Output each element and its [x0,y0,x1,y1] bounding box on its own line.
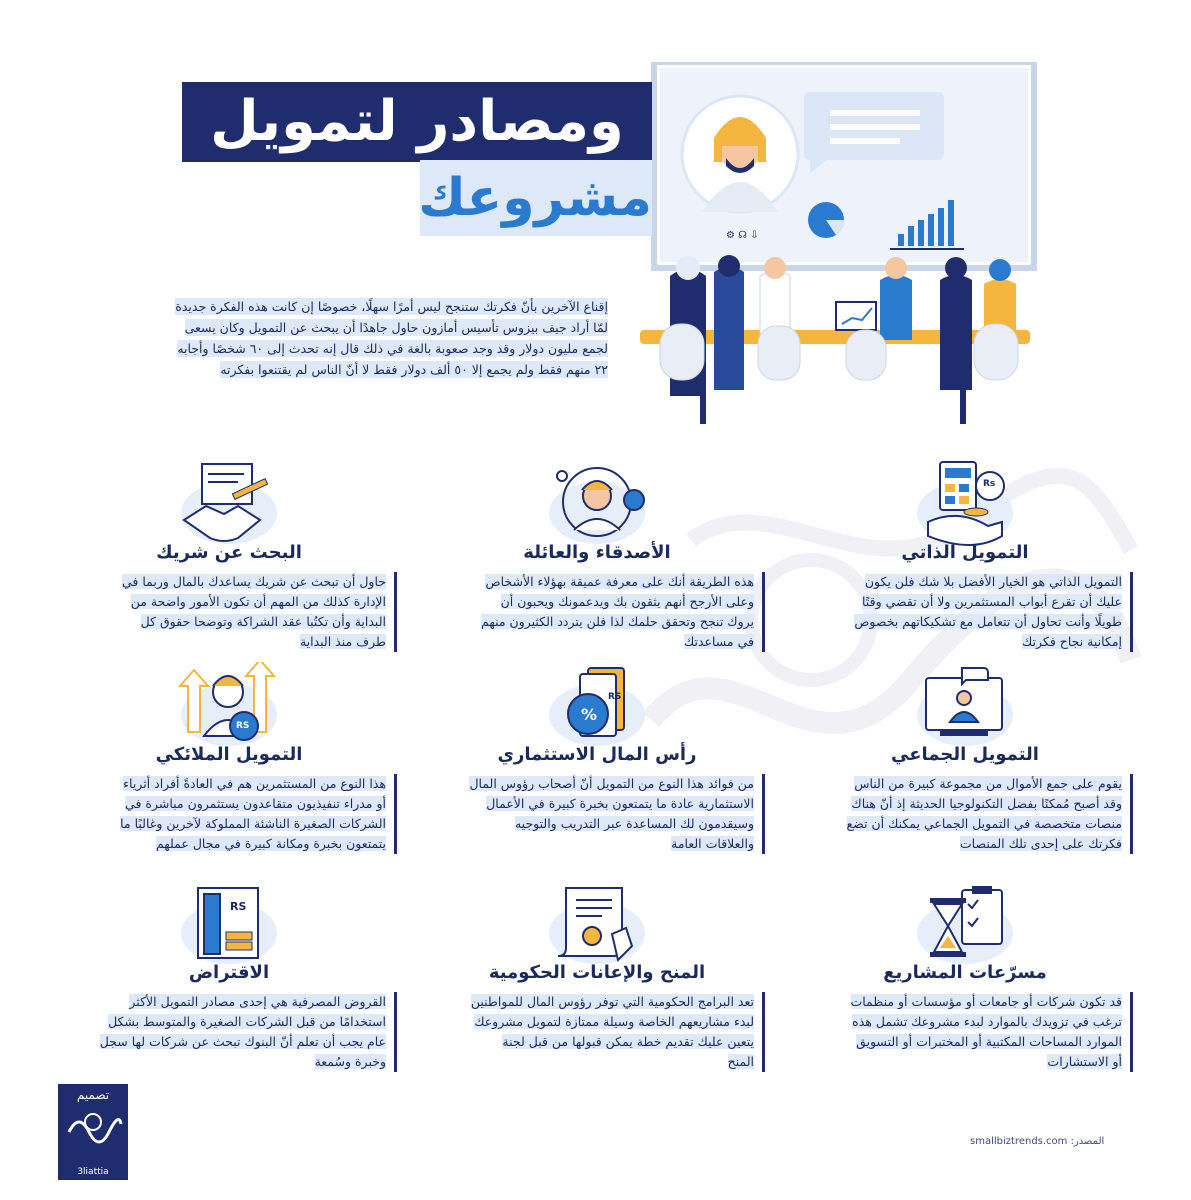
intro-paragraph [68,296,608,380]
source-credit: المصدر: smallbiztrends.com [970,1136,1105,1147]
meeting-illustration [640,62,1060,442]
venture-capital-icon [542,662,652,754]
self-funding-icon [910,460,1020,552]
page-subtitle: مشروعك [418,168,652,228]
bank-loan-icon [174,880,284,972]
item-title: الاقتراض [188,962,270,983]
item-title: الأصدقاء والعائلة [523,542,671,563]
accelerator-icon [910,880,1020,972]
item-title: مسرّعات المشاريع [883,962,1047,983]
currency-label: Rs [983,479,996,489]
item-text: يقوم على جمع الأموال من مجموعة كبيرة من الناس وقد أصبح مُمكنًا بفضل التكنولوجيا الحديثة إذ أنّ هناك منصات متخصصة في التمويل الجماعي يمكنك أن تضع فكرتك على إحدى تلك المنصات [800,774,1133,854]
currency-label: RS [236,721,250,731]
currency-label: RS [230,900,247,913]
item-text: قد تكون شركات أو جامعات أو مؤسسات أو منظمات ترغب في تزويدك بالموارد لبدء مشروعك تشمل هذه الموارد المساحات المكتبية أو المختبرات أو التسويق أو الاستشارات [800,992,1133,1072]
percent-label: % [581,705,598,724]
svg-text:⚙ ☊ ⇩: ⚙ ☊ ⇩ [726,230,759,241]
intro-line: ٢٢ منهم فقط ولم يجمع إلا ٥٠ ألف دولار فقط لا أنّ الناس لم يقتنعوا بفكرته [220,362,608,377]
item-text: تعد البرامج الحكومية التي توفر رؤوس المال للمواطنين لبدء مشاريعهم الخاصة وسيلة ممتازة لتمويل مشروعك يتعين عليك تقديم خطة يمكن قبولها من قبل لجنة المنح [432,992,765,1072]
item-title: التمويل الذاتي [901,542,1029,563]
item-title: التمويل الجماعي [891,744,1039,765]
signature-calligraphy-icon [63,1102,123,1152]
people-group [670,255,1016,396]
item-title: رأس المال الاستثماري [497,744,697,765]
government-grant-icon [542,880,652,972]
intro-line: إقناع الآخرين بأنّ فكرتك ستنجح ليس أمرًا سهلًا، خصوصًا إن كانت هذه الفكرة جديدة [175,299,608,314]
intro-line: لمّا أراد جيف بيزوس تأسيس أمازون حاول جاهدًا أن يبحث عن التمويل وكان يسعى [184,320,608,335]
intro-line: لجمع مليون دولار وقد وجد صعوبة بالغة في ذلك قال إنه تحدث إلى ٦٠ شخصًا وأجابه [177,341,608,356]
design-label: تصميم [76,1088,110,1102]
item-text: هذه الطريقة أنك على معرفة عميقة بهؤلاء الأشخاص وعلى الأرجح أنهم يثقون بك ويدعمونك ويحبون أن يروك تنجح وتحقق حلمك لذا فلن يتردد الكثيرون منهم في مساعدتك [432,572,765,652]
handshake-icon [174,460,284,552]
angel-investor-icon [174,662,284,754]
page-title: ومصادر لتمويل [182,82,652,162]
item-title: المنح والإعانات الحكومية [488,962,706,983]
item-title: التمويل الملائكي [155,744,303,765]
item-text: التمويل الذاتي هو الخيار الأفضل بلا شك فلن يكون عليك أن تقرع أبواب المستثمرين ولا أن تقضي وقتًا طويلًا وأنت تحاول أن تتعامل مع تشكيكاتهم بخصوص إمكانية نجاح فكرتك [800,572,1133,652]
twitter-handle: 3liattia [77,1167,109,1177]
friends-family-icon [542,460,652,552]
designer-signature [58,1084,128,1180]
item-text: هذا النوع من المستثمرين هم في العادةً أفراد أثرياء أو مدراء تنفيذيون متقاعدون يستثمرون مباشرة في الشركات الصغيرة الناشئة المملوكة لآخرين وغالبًا ما يتمتعون بخبرة ومكانة كبيرة في مجال عملهم [64,774,397,854]
item-text: حاول أن تبحث عن شريك يساعدك بالمال وربما في الإدارة كذلك من المهم أن تكون الأمور واضحة من البداية وأن تكتُبا عقد الشراكة وتوضحا حقوق كل طرف منذ البداية [64,572,397,652]
crowdfunding-icon [910,662,1020,754]
item-text: القروض المصرفية هي إحدى مصادر التمويل الأكثر استخدامًا من قبل الشركات الصغيرة والمتوسط بشكل عام يجب أن تعلم أنّ البنوك تبحث عن شركات لها سجل وخبرة وسُمعة [64,992,397,1072]
item-title: البحث عن شريك [156,542,302,563]
item-text: من فوائد هذا النوع من التمويل أنّ أصحاب رؤوس المال الاستثمارية عادة ما يتمتعون بخبرة كبيرة في الأعمال وسيقدمون لك المساعدة عبر التدريب والتوجيه والعلاقات العامة [432,774,765,854]
currency-label: RS [608,692,622,702]
